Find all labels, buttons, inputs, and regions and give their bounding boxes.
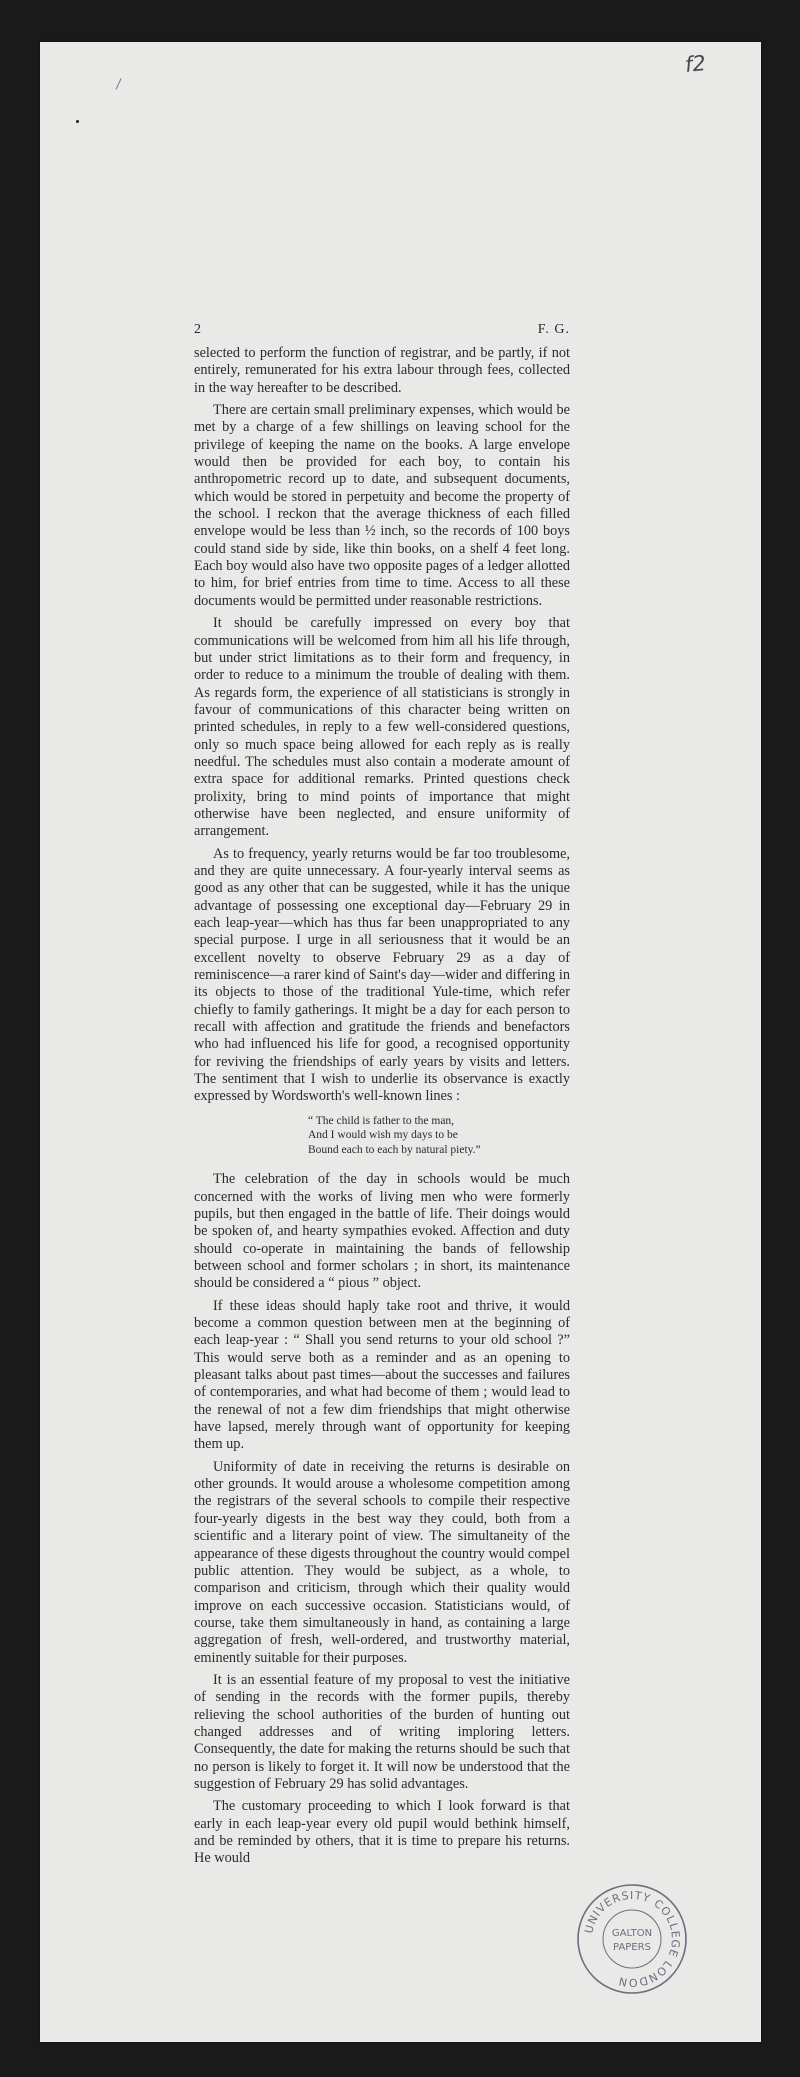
paragraph: It is an essential feature of my proposal to vest the initiative of sending in the records with the former pupils, thereby relieving the school authorities of the burden of hunting out changed addresses and of writing imploring letters. Consequently, the date for making the returns should be such that no person is likely to forget it. It will now be understood that the suggestion of February 29 has solid advantages. [194,1671,570,1792]
verse-line: “ The child is father to the man, [308,1114,455,1127]
ink-speck [76,120,79,123]
archive-reference-mark: f2 [683,50,707,78]
stamp-ring-text: UNIVERSITY COLLEGE LONDON [582,1888,683,1990]
galton-papers-stamp [576,1883,688,1995]
verse-line: Bound each to each by natural piety.” [308,1143,481,1156]
body-text [194,345,570,1873]
paragraph: The customary proceeding to which I look forward is that early in each leap-year every old pupil would bethink himself, and be reminded by others, that it is time to prepare his returns. He would [194,1798,570,1867]
paragraph: selected to perform the function of registrar, and be partly, if not entirely, remunerated for his extra labour through fees, collected in the way hereafter to be described. [194,345,570,396]
page-number: 2 [194,322,201,337]
paragraph: Uniformity of date in receiving the returns is desirable on other grounds. It would arouse a wholesome competition among the registrars of the several schools to compile their respective four-yearly digests in the best way they could, both from a scientific and a literary point of view. The simultaneity of the appearance of these digests throughout the country would compel public attention. They would be subject, as a whole, to comparison and criticism, through which their quality would improve on each successive occasion. Statisticians would, of course, take them simultaneously in hand, as containing a large aggregation of fresh, well-ordered, and trustworthy material, eminently suitable for their purposes. [194,1458,570,1666]
stamp-line-2: PAPERS [613,1942,651,1953]
paragraph: It should be carefully impressed on every boy that communications will be welcomed from him all his life through, but under strict limitations as to their form and frequency, in order to reduce to a minimum the trouble of dealing with them. As regards form, the experience of all statisticians is strongly in favour of communications of this character being written on printed schedules, in reply to a few well-considered questions, only so much space being allowed for each reply as is really needful. The schedules must also contain a moderate amount of extra space for additional remarks. Printed questions check prolixity, bring to mind points of importance that might otherwise have been neglected, and ensure uniformity of arrangement. [194,615,570,840]
stamp-inner-ring [603,1910,661,1968]
paragraph: If these ideas should haply take root and thrive, it would become a common question between men at the beginning of each leap-year : “ Shall you send returns to your old school ?” This would serve both as a reminder and as an opening to pleasant talks about past times—about the successes and failures of contemporaries, and what had become of them ; would lead to the renewal of not a few dim friendships that might otherwise have lapsed, merely through want of opportunity for keeping them up. [194,1297,570,1453]
paragraph: The celebration of the day in schools would be much concerned with the works of living men who were formerly pupils, but then engaged in the battle of life. Their doings would be spoken of, and hearty sympathies evoked. Affection and duty should co-operate in maintaining the bands of fellowship between school and former scholars ; in short, its maintenance should be considered a “ pious ” object. [194,1171,570,1292]
verse-quote [308,1114,570,1158]
paragraph: As to frequency, yearly returns would be far too troublesome, and they are quite unnecessary. A four-yearly interval seems as good as any other that can be suggested, while it has the unique advantage of possessing one exceptional day—February 29 in each leap-year—which has thus far been unappropriated to any special purpose. I urge in all seriousness that it would be an excellent novelty to observe February 29 as a day of reminiscence—a rarer kind of Saint's day—wider and differing in its objects to those of the traditional Yule-time, which refer chiefly to family gatherings. It might be a day for each person to recall with affection and gratitude the friends and benefactors who had influenced his life for good, a recognised opportunity for reviving the friendships of early years by visits and letters. The sentiment that I wish to underlie its observance is exactly expressed by Wordsworth's well-known lines : [194,845,570,1105]
stamp-line-1: GALTON [611,1928,653,1939]
running-head: F. G. [537,322,570,337]
verse-line: And I would wish my days to be [308,1129,458,1142]
paragraph: There are certain small preliminary expenses, which would be met by a charge of a few shillings on leaving school for the privilege of keeping the name on the books. A large envelope would then be provided for each boy, to contain his anthropometric record up to date, and subsequent documents, which would be stored in perpetuity and become the property of the school. I reckon that the average thickness of each filled envelope would be less than ½ inch, so the records of 100 boys could stand side by side, like thin books, on a shelf 4 feet long. Each boy would also have two opposite pages of a ledger allotted to him, for brief entries from time to time. Access to all these documents would be permitted under reasonable restrictions. [194,402,570,609]
